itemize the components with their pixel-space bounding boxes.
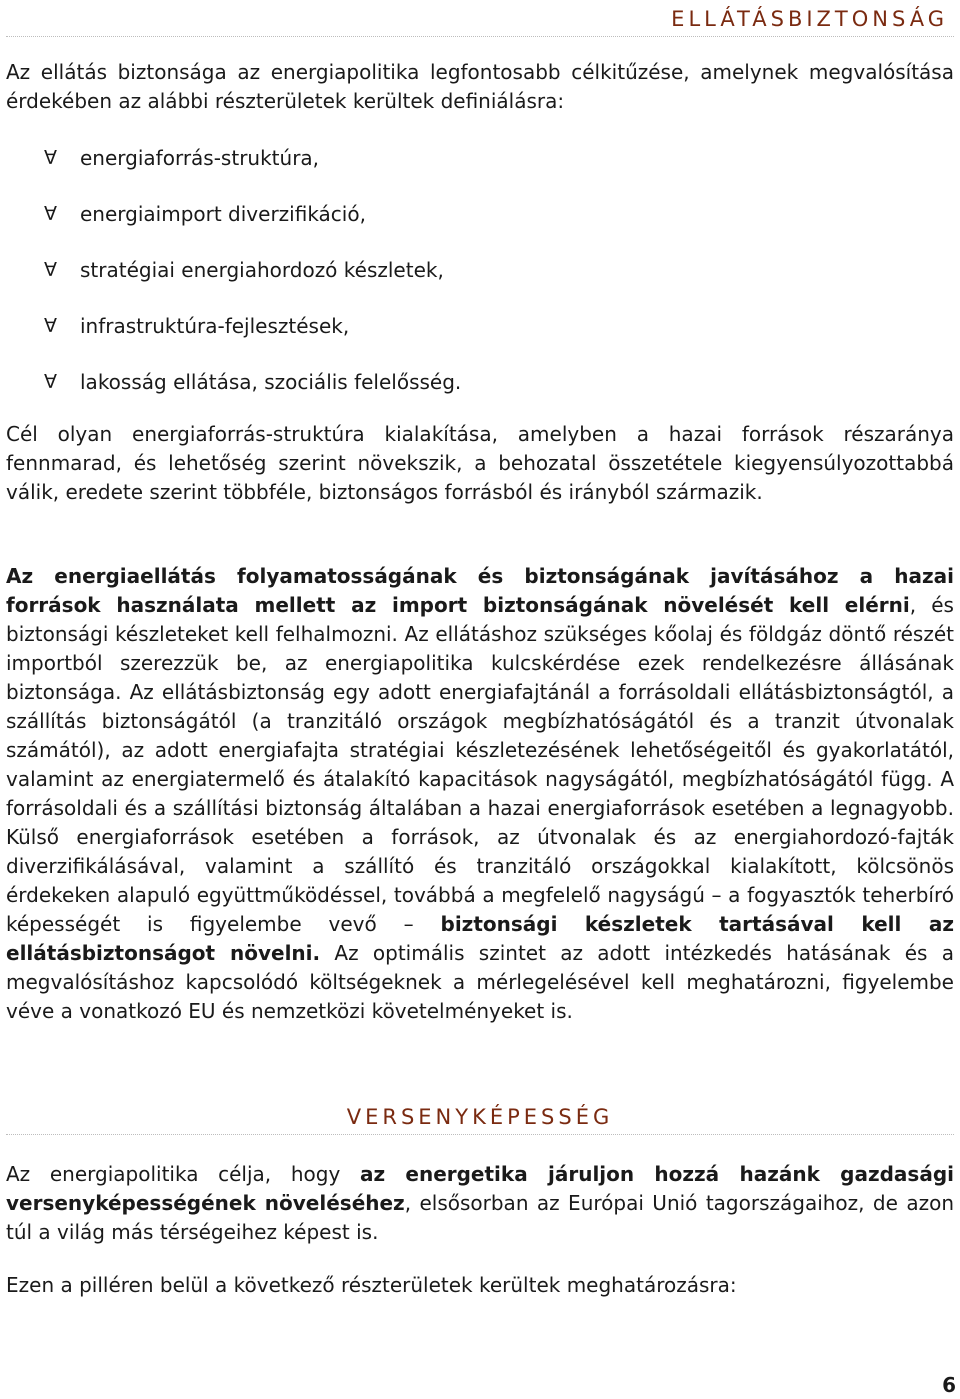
pillar-paragraph: Ezen a pilléren belül a következő részterületek kerültek meghatározásra: bbox=[6, 1273, 737, 1297]
emphasis-text: Az energiaellátás folyamatosságának és biztonságának javításához a hazai források használata mellett az import biztonságának növelését kell elérni bbox=[6, 564, 954, 617]
section-heading-block bbox=[6, 1102, 954, 1135]
body-text: Az energiapolitika célja, hogy bbox=[6, 1162, 360, 1186]
list-item bbox=[44, 368, 461, 424]
list-item-text: energiaimport diverzifikáció, bbox=[80, 202, 366, 226]
for-all-bullet-icon: ∀ bbox=[44, 315, 57, 337]
heading-divider bbox=[6, 1134, 954, 1135]
for-all-bullet-icon: ∀ bbox=[44, 371, 57, 393]
for-all-bullet-icon: ∀ bbox=[44, 147, 57, 169]
goal-paragraph: Cél olyan energiaforrás-struktúra kialakítása, amelyben a hazai források részaránya fennmarad, és lehetőség szerint növekszik, a behozatal összetétele kiegyensúlyozottabbá válik, eredete szerint többféle, biztonságos forrásból és irányból származik. bbox=[6, 422, 954, 504]
body-text: Az optimális szintet az adott intézkedés hatásának és a megvalósításhoz kapcsolódó költségeknek a mérlegelésével kell meghatározni, figyelembe véve a vonatkozó EU és nemzetközi követelményeket is. bbox=[6, 941, 954, 1023]
list-item bbox=[44, 200, 461, 256]
subarea-list bbox=[44, 144, 461, 424]
body-text: , elsősorban az Európai Unió tagországaihoz, de azon túl a világ más térségeihez képest is. bbox=[6, 1191, 954, 1244]
section-heading-versenykepesseg: VERSENYKÉPESSÉG bbox=[346, 1105, 614, 1129]
list-item-text: infrastruktúra-fejlesztések, bbox=[80, 314, 350, 338]
list-item-text: lakosság ellátása, szociális felelősség. bbox=[80, 370, 462, 394]
for-all-bullet-icon: ∀ bbox=[44, 203, 57, 225]
list-item bbox=[44, 312, 461, 368]
list-item bbox=[44, 256, 461, 312]
heading-divider bbox=[6, 36, 954, 37]
list-item-text: energiaforrás-struktúra, bbox=[80, 146, 320, 170]
list-item bbox=[44, 144, 461, 200]
list-item-text: stratégiai energiahordozó készletek, bbox=[80, 258, 444, 282]
page-number: 6 bbox=[942, 1373, 956, 1397]
competitiveness-paragraph bbox=[6, 1160, 954, 1247]
intro-paragraph: Az ellátás biztonsága az energiapolitika legfontosabb célkitűzése, amelynek megvalósítása érdekében az alábbi részterületek kerültek definiálásra: bbox=[6, 60, 954, 113]
body-text: , és biztonsági készleteket kell felhalmozni. Az ellátáshoz szükséges kőolaj és földgáz döntő részét importból szerezzük be, az energiapolitika kulcskérdése ezek rendelkezésre állásának biztonsága. Az ellátásbiztonság egy adott energiafajtánál a forrásoldali ellátásbiztonságtól, a szállítás biztonságától (a tranzitáló országok megbízhatóságától és a tranzit útvonalak számától), az adott energiafajta stratégiai készletezésének lehetőségeitől és gyakorlatától, valamint az energiatermelő és átalakító kapacitások nagyságától, megbízhatóságától függ. A forrásoldali és a szállítási biztonság általában a hazai energiaforrások esetében a legnagyobb. Külső energiaforrások esetében a források, az útvonalak és az energiahordozó-fajták diverzifikálásával, valamint a szállító és tranzitáló országokkal kialakított, kölcsönös érdekeken alapuló együttműködéssel, továbbá a megfelelő nagyságú – a fogyasztók teherbíró képességét is figyelembe vevő – bbox=[6, 593, 954, 936]
security-paragraph bbox=[6, 562, 954, 1026]
section-heading-ellatasbiztonsag: ELLÁTÁSBIZTONSÁG bbox=[671, 7, 948, 31]
emphasis-text: biztonsági készletek tartásával kell az ellátásbiztonságot növelni. bbox=[6, 912, 954, 965]
for-all-bullet-icon: ∀ bbox=[44, 259, 57, 281]
emphasis-text: az energetika járuljon hozzá hazánk gazdasági versenyképességének növeléséhez bbox=[6, 1162, 954, 1215]
